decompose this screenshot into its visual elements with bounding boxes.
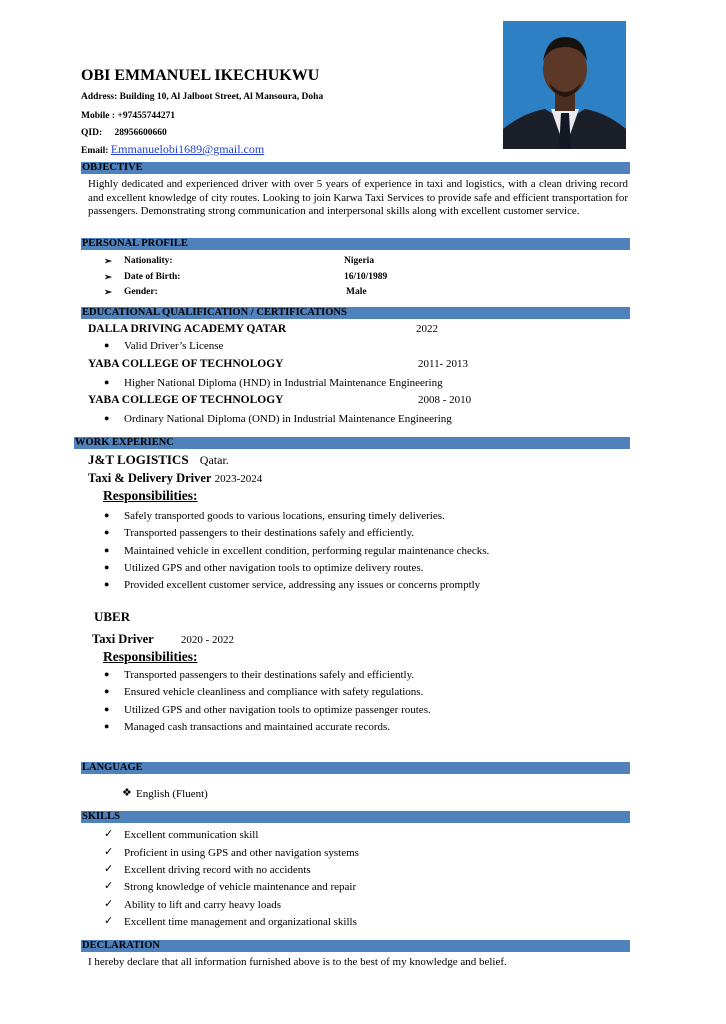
job-period: 2023-2024 [214, 473, 263, 485]
bullet-icon: ● [104, 669, 110, 679]
section-work: WORK EXPERIENC [74, 437, 630, 449]
bullet-icon: ● [104, 721, 110, 731]
section-objective: OBJECTIVE [81, 162, 630, 174]
section-declaration: DECLARATION [81, 940, 630, 952]
bullet-icon: ● [104, 545, 110, 555]
person-photo-icon [503, 21, 626, 149]
mobile-line [81, 111, 175, 121]
bullet-icon: ● [104, 579, 110, 589]
bullet-icon: ● [104, 377, 110, 387]
qid-line [81, 128, 167, 138]
duty-item: Ensured vehicle cleanliness and compliance with safety regulations. [124, 686, 424, 698]
duty-item: Utilized GPS and other navigation tools to optimize delivery routes. [124, 562, 424, 574]
job-location: Qatar. [199, 453, 229, 467]
duty-item: Transported passengers to their destinations safely and efficiently. [124, 669, 415, 681]
skill-item: Excellent communication skill [124, 829, 259, 841]
duty-item: Provided excellent customer service, addressing any issues or concerns promptly [124, 579, 481, 591]
profile-arrow-icon: ➢ [104, 288, 112, 298]
responsibilities-heading: Responsibilities: [103, 488, 198, 503]
section-education: EDUCATIONAL QUALIFICATION / CERTIFICATIONS [81, 307, 630, 319]
job-company: UBER [94, 609, 131, 624]
bullet-icon: ● [104, 704, 110, 714]
mobile-label: Mobile : [81, 111, 116, 121]
edu-year: 2008 - 2010 [418, 394, 472, 406]
job-role: Taxi Driver [92, 632, 154, 646]
bullet-icon: ● [104, 562, 110, 572]
nationality-value: Nigeria [344, 256, 375, 266]
email-link[interactable]: Emmanuelobi1689@gmail.com [110, 142, 265, 156]
skill-item: Excellent time management and organizational skills [124, 916, 357, 928]
candidate-name: OBI EMMANUEL IKECHUKWU [81, 67, 320, 84]
nationality-label: Nationality: [124, 256, 173, 266]
duty-item: Transported passengers to their destinations safely and efficiently. [124, 527, 415, 539]
section-personal-profile: PERSONAL PROFILE [81, 238, 630, 250]
dob-label: Date of Birth: [124, 272, 181, 282]
job-role: Taxi & Delivery Driver [88, 471, 212, 485]
job-role-line [88, 471, 262, 486]
address-line [81, 92, 323, 102]
check-icon: ✓ [104, 915, 114, 927]
job-period: 2020 - 2022 [180, 634, 234, 646]
skill-item: Ability to lift and carry heavy loads [124, 899, 282, 911]
objective-text: Highly dedicated and experienced driver with over 5 years of experience in taxi and logistics, with a clean driving record and excellent knowledge of city routes. Looking to join Karwa Taxi Services to provide safe and efficient transportation for passengers. Demonstrating strong communication and interpersonal skills along with excellent customer service. [88, 178, 628, 218]
skill-item: Strong knowledge of vehicle maintenance and repair [124, 881, 357, 893]
check-icon: ✓ [104, 863, 114, 875]
qid-value: 28956600660 [114, 128, 167, 138]
responsibilities-heading: Responsibilities: [103, 649, 198, 664]
job-header [88, 452, 229, 468]
duty-item: Maintained vehicle in excellent condition, performing regular maintenance checks. [124, 545, 490, 557]
section-language: LANGUAGE [81, 762, 630, 774]
bullet-icon: ● [104, 413, 110, 423]
skill-item: Proficient in using GPS and other navigation systems [124, 847, 359, 859]
edu-detail: Valid Driver’s License [124, 340, 224, 352]
address-label: Address: [81, 92, 118, 102]
section-skills: SKILLS [81, 811, 630, 823]
address-value: Building 10, Al Jalboot Street, Al Mansoura, Doha [119, 92, 324, 102]
bullet-icon: ● [104, 527, 110, 537]
bullet-icon: ● [104, 686, 110, 696]
job-role-line [92, 632, 234, 647]
edu-detail: Ordinary National Diploma (OND) in Industrial Maintenance Engineering [124, 413, 452, 425]
check-icon: ✓ [104, 880, 114, 892]
qid-label: QID: [81, 128, 103, 138]
language-item: English (Fluent) [136, 788, 208, 800]
duty-item: Utilized GPS and other navigation tools to optimize passenger routes. [124, 704, 431, 716]
edu-year: 2022 [416, 323, 438, 335]
profile-arrow-icon: ➢ [104, 273, 112, 283]
duty-item: Managed cash transactions and maintained accurate records. [124, 721, 391, 733]
edu-year: 2011- 2013 [418, 358, 469, 370]
check-icon: ✓ [104, 828, 114, 840]
diamond-bullet-icon: ❖ [122, 787, 132, 799]
job-company: J&T LOGISTICS [88, 452, 189, 467]
bullet-icon: ● [104, 510, 110, 520]
edu-detail: Higher National Diploma (HND) in Industrial Maintenance Engineering [124, 377, 443, 389]
email-line [81, 142, 264, 157]
skill-item: Excellent driving record with no accidents [124, 864, 311, 876]
dob-value: 16/10/1989 [344, 272, 388, 282]
edu-school: YABA COLLEGE OF TECHNOLOGY [88, 394, 284, 406]
check-icon: ✓ [104, 846, 114, 858]
edu-school: DALLA DRIVING ACADEMY QATAR [88, 323, 287, 335]
declaration-text: I hereby declare that all information furnished above is to the best of my knowledge and belief. [88, 956, 507, 968]
duty-item: Safely transported goods to various locations, ensuring timely deliveries. [124, 510, 445, 522]
profile-photo [503, 21, 626, 149]
mobile-value: +97455744271 [117, 111, 176, 121]
gender-value: Male [346, 287, 367, 297]
check-icon: ✓ [104, 898, 114, 910]
bullet-icon: ● [104, 340, 110, 350]
profile-arrow-icon: ➢ [104, 257, 112, 267]
gender-label: Gender: [124, 287, 158, 297]
edu-school: YABA COLLEGE OF TECHNOLOGY [88, 358, 284, 370]
email-label: Email: [81, 146, 109, 156]
